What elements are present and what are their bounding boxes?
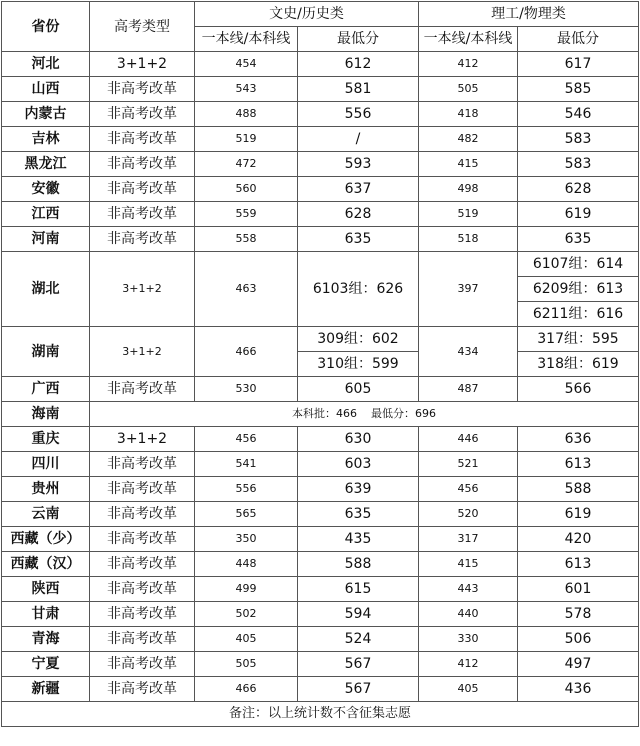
wenshi-min-cell: / [298, 127, 419, 152]
table-row [2, 377, 639, 402]
ligong-line-cell: 519 [419, 202, 518, 227]
ligong-line-cell: 482 [419, 127, 518, 152]
exam-type-cell: 非高考改革 [90, 502, 195, 527]
wenshi-min-cell: 639 [298, 477, 419, 502]
province-cell: 河北 [2, 52, 90, 77]
wenshi-min-cell: 630 [298, 427, 419, 452]
ligong-min-cell: 585 [518, 77, 639, 102]
province-cell: 新疆 [2, 677, 90, 702]
wenshi-line-cell: 502 [195, 602, 298, 627]
ligong-min-group-cell: 6211组：616 [518, 302, 639, 327]
note-cell: 备注：以上统计数不含征集志愿 [2, 702, 639, 727]
ligong-min-cell: 613 [518, 452, 639, 477]
table-row [2, 652, 639, 677]
table-row [2, 427, 639, 452]
ligong-min-cell: 628 [518, 177, 639, 202]
exam-type-cell: 非高考改革 [90, 677, 195, 702]
ligong-line-cell: 434 [419, 327, 518, 377]
ligong-min-cell: 436 [518, 677, 639, 702]
table-row [2, 552, 639, 577]
wenshi-min-cell: 594 [298, 602, 419, 627]
table-row [2, 627, 639, 652]
ligong-min-cell: 506 [518, 627, 639, 652]
ligong-min-cell: 546 [518, 102, 639, 127]
province-cell: 青海 [2, 627, 90, 652]
exam-type-cell: 非高考改革 [90, 452, 195, 477]
table-row [2, 252, 639, 277]
wenshi-min-cell: 524 [298, 627, 419, 652]
wenshi-line-cell: 519 [195, 127, 298, 152]
wenshi-line-cell: 556 [195, 477, 298, 502]
ligong-min-cell: 583 [518, 152, 639, 177]
exam-type-cell: 非高考改革 [90, 177, 195, 202]
ligong-line-cell: 317 [419, 527, 518, 552]
province-cell: 吉林 [2, 127, 90, 152]
table-row [2, 102, 639, 127]
wenshi-line-cell: 448 [195, 552, 298, 577]
wenshi-min-cell: 637 [298, 177, 419, 202]
wenshi-line-cell: 405 [195, 627, 298, 652]
province-cell: 山西 [2, 77, 90, 102]
province-cell: 江西 [2, 202, 90, 227]
ligong-line-cell: 446 [419, 427, 518, 452]
wenshi-min-cell: 628 [298, 202, 419, 227]
wenshi-line-cell: 463 [195, 252, 298, 327]
ligong-line-cell: 498 [419, 177, 518, 202]
province-cell: 贵州 [2, 477, 90, 502]
ligong-min-cell: 636 [518, 427, 639, 452]
province-cell: 宁夏 [2, 652, 90, 677]
header-province: 省份 [2, 2, 90, 52]
ligong-line-cell: 397 [419, 252, 518, 327]
ligong-min-group-cell: 6107组：614 [518, 252, 639, 277]
ligong-min-cell: 588 [518, 477, 639, 502]
wenshi-min-group-cell: 310组：599 [298, 352, 419, 377]
ligong-line-cell: 520 [419, 502, 518, 527]
ligong-min-cell: 578 [518, 602, 639, 627]
exam-type-cell: 3+1+2 [90, 252, 195, 327]
wenshi-line-cell: 559 [195, 202, 298, 227]
exam-type-cell: 3+1+2 [90, 427, 195, 452]
header-wenshi-line: 一本线/本科线 [195, 27, 298, 52]
province-cell: 海南 [2, 402, 90, 427]
wenshi-min-group-cell: 309组：602 [298, 327, 419, 352]
province-cell: 内蒙古 [2, 102, 90, 127]
wenshi-line-cell: 558 [195, 227, 298, 252]
province-cell: 河南 [2, 227, 90, 252]
score-table [1, 1, 639, 727]
wenshi-line-cell: 505 [195, 652, 298, 677]
exam-type-cell: 非高考改革 [90, 77, 195, 102]
ligong-line-cell: 418 [419, 102, 518, 127]
wenshi-line-cell: 488 [195, 102, 298, 127]
header-ligong-min: 最低分 [518, 27, 639, 52]
exam-type-cell: 非高考改革 [90, 152, 195, 177]
exam-type-cell: 非高考改革 [90, 102, 195, 127]
table-row [2, 577, 639, 602]
wenshi-min-cell: 605 [298, 377, 419, 402]
ligong-min-cell: 613 [518, 552, 639, 577]
ligong-min-cell: 619 [518, 202, 639, 227]
ligong-min-cell: 635 [518, 227, 639, 252]
table-row [2, 77, 639, 102]
exam-type-cell: 非高考改革 [90, 627, 195, 652]
exam-type-cell: 3+1+2 [90, 327, 195, 377]
ligong-min-cell: 583 [518, 127, 639, 152]
province-cell: 黑龙江 [2, 152, 90, 177]
exam-type-cell: 非高考改革 [90, 602, 195, 627]
exam-type-cell: 非高考改革 [90, 652, 195, 677]
ligong-line-cell: 412 [419, 52, 518, 77]
wenshi-line-cell: 350 [195, 527, 298, 552]
table-row [2, 502, 639, 527]
hainan-merged-cell: 本科批：466 最低分：696 [90, 402, 639, 427]
province-cell: 云南 [2, 502, 90, 527]
table-row [2, 327, 639, 352]
wenshi-min-cell: 593 [298, 152, 419, 177]
wenshi-min-cell: 588 [298, 552, 419, 577]
table-row [2, 52, 639, 77]
exam-type-cell: 非高考改革 [90, 227, 195, 252]
wenshi-line-cell: 543 [195, 77, 298, 102]
ligong-line-cell: 518 [419, 227, 518, 252]
wenshi-min-cell: 635 [298, 502, 419, 527]
ligong-line-cell: 415 [419, 152, 518, 177]
exam-type-cell: 非高考改革 [90, 477, 195, 502]
wenshi-line-cell: 466 [195, 677, 298, 702]
table-row [2, 152, 639, 177]
ligong-min-group-cell: 6209组：613 [518, 277, 639, 302]
header-ligong: 理工/物理类 [419, 2, 639, 27]
wenshi-min-cell: 635 [298, 227, 419, 252]
province-cell: 安徽 [2, 177, 90, 202]
province-cell: 陕西 [2, 577, 90, 602]
ligong-min-group-cell: 317组：595 [518, 327, 639, 352]
ligong-line-cell: 330 [419, 627, 518, 652]
exam-type-cell: 非高考改革 [90, 377, 195, 402]
wenshi-line-cell: 454 [195, 52, 298, 77]
table-row [2, 202, 639, 227]
exam-type-cell: 非高考改革 [90, 202, 195, 227]
province-cell: 广西 [2, 377, 90, 402]
province-cell: 四川 [2, 452, 90, 477]
exam-type-cell: 非高考改革 [90, 127, 195, 152]
exam-type-cell: 非高考改革 [90, 577, 195, 602]
province-cell: 甘肃 [2, 602, 90, 627]
province-cell: 西藏（汉） [2, 552, 90, 577]
ligong-line-cell: 505 [419, 77, 518, 102]
wenshi-line-cell: 472 [195, 152, 298, 177]
wenshi-line-cell: 560 [195, 177, 298, 202]
table-row [2, 477, 639, 502]
wenshi-line-cell: 466 [195, 327, 298, 377]
table-row [2, 452, 639, 477]
province-cell: 湖北 [2, 252, 90, 327]
header-exam-type: 高考类型 [90, 2, 195, 52]
wenshi-line-cell: 541 [195, 452, 298, 477]
exam-type-cell: 3+1+2 [90, 52, 195, 77]
ligong-min-cell: 566 [518, 377, 639, 402]
ligong-min-cell: 420 [518, 527, 639, 552]
ligong-min-cell: 619 [518, 502, 639, 527]
wenshi-min-cell: 581 [298, 77, 419, 102]
table-row [2, 127, 639, 152]
wenshi-line-cell: 565 [195, 502, 298, 527]
wenshi-min-cell: 556 [298, 102, 419, 127]
wenshi-min-cell: 612 [298, 52, 419, 77]
wenshi-min-cell: 615 [298, 577, 419, 602]
ligong-min-cell: 497 [518, 652, 639, 677]
table-row [2, 677, 639, 702]
ligong-line-cell: 412 [419, 652, 518, 677]
wenshi-min-cell: 567 [298, 652, 419, 677]
wenshi-min-cell: 6103组：626 [298, 252, 419, 327]
wenshi-min-cell: 567 [298, 677, 419, 702]
province-cell: 重庆 [2, 427, 90, 452]
ligong-line-cell: 405 [419, 677, 518, 702]
note-row [2, 702, 639, 727]
wenshi-line-cell: 530 [195, 377, 298, 402]
table-row [2, 402, 639, 427]
ligong-line-cell: 443 [419, 577, 518, 602]
wenshi-line-cell: 499 [195, 577, 298, 602]
exam-type-cell: 非高考改革 [90, 552, 195, 577]
ligong-line-cell: 415 [419, 552, 518, 577]
province-cell: 西藏（少） [2, 527, 90, 552]
exam-type-cell: 非高考改革 [90, 527, 195, 552]
header-ligong-line: 一本线/本科线 [419, 27, 518, 52]
ligong-line-cell: 487 [419, 377, 518, 402]
header-wenshi-min: 最低分 [298, 27, 419, 52]
wenshi-min-cell: 603 [298, 452, 419, 477]
table-row [2, 227, 639, 252]
ligong-line-cell: 521 [419, 452, 518, 477]
table-row [2, 527, 639, 552]
province-cell: 湖南 [2, 327, 90, 377]
ligong-min-cell: 601 [518, 577, 639, 602]
header-wenshi: 文史/历史类 [195, 2, 419, 27]
wenshi-line-cell: 456 [195, 427, 298, 452]
wenshi-min-cell: 435 [298, 527, 419, 552]
ligong-line-cell: 456 [419, 477, 518, 502]
table-row [2, 602, 639, 627]
table-row [2, 177, 639, 202]
ligong-min-group-cell: 318组：619 [518, 352, 639, 377]
ligong-min-cell: 617 [518, 52, 639, 77]
ligong-line-cell: 440 [419, 602, 518, 627]
